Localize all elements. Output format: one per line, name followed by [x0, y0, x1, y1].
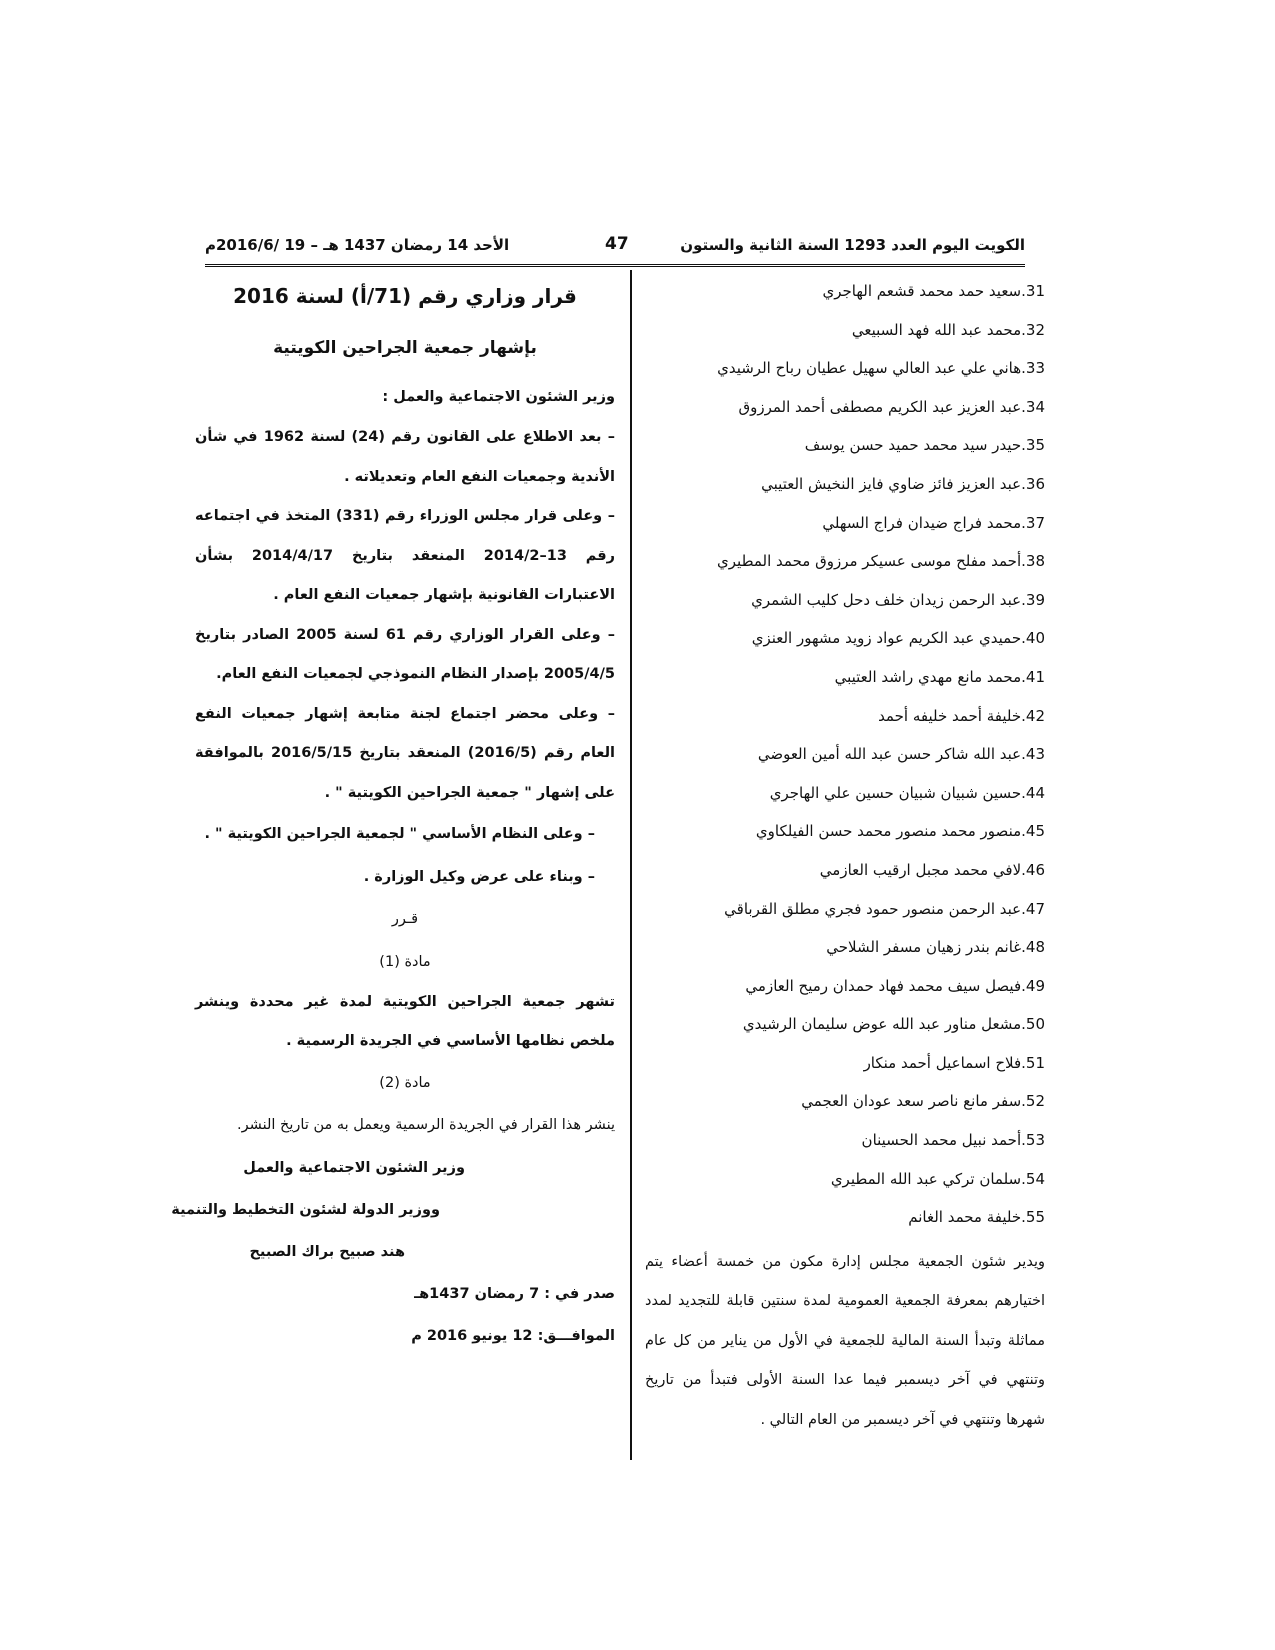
issued-date: صدر في : 7 رمضان 1437هـ	[414, 1285, 615, 1302]
member-item: 45.منصور محمد منصور محمد حسن الفيلكاوي	[755, 822, 1045, 841]
member-item: 43.عبد الله شاكر حسن عبد الله أمين العوضي	[757, 745, 1045, 764]
member-item: 49.فيصل سيف محمد فهاد حمدان رميح العازمي	[745, 976, 1045, 995]
article-2-text: ينشر هذا القرار في الجريدة الرسمية ويعمل به من تاريخ النشر.	[237, 1117, 615, 1134]
signer-title-2: ووزير الدولة لشئون التخطيط والتنمية	[171, 1201, 440, 1218]
gazette-issue-info: الكويت اليوم العدد 1293 السنة الثانية والستون	[680, 236, 1025, 254]
member-item: 40.حميدي عبد الكريم عواد زويد مشهور العنزي	[751, 629, 1045, 648]
article-2-heading: مادة (2)	[379, 1074, 431, 1091]
decision-column	[171, 272, 616, 1357]
minister-heading: وزير الشئون الاجتماعية والعمل :	[382, 389, 615, 405]
member-item: 55.خليفة محمد الغانم	[908, 1208, 1045, 1227]
member-item: 31.سعيد حمد محمد قشعم الهاجري	[822, 282, 1045, 300]
clause-undersecretary: – وبناء على عرض وكيل الوزارة .	[363, 868, 595, 885]
clause-law-24: – بعد الاطلاع على القانون رقم (24) لسنة 1962 في شأن الأندية وجمعيات النفع العام وتعديلاته .	[195, 429, 615, 485]
member-item: 50.مشعل مناور عبد الله عوض سليمان الرشيدي	[742, 1015, 1045, 1034]
member-item: 35.حيدر سيد محمد حميد حسن يوسف	[804, 436, 1045, 455]
member-item: 34.عبد العزيز عبد الكريم مصطفى أحمد المرزوق	[738, 397, 1045, 416]
article-1-heading: مادة (1)	[379, 953, 431, 970]
clause-committee-minutes: – وعلى محضر اجتماع لجنة متابعة إشهار جمعيات النفع العام رقم (2016/5) المنعقد بتاريخ 2016/5/15 بالموافقة على إشهار " جمعية الجراحين الكويتية " .	[195, 705, 615, 801]
decided-heading: قـرر	[391, 911, 419, 928]
member-item: 46.لافي محمد مجبل ارقيب العازمي	[819, 860, 1045, 879]
page-header	[205, 236, 1025, 266]
decision-title: قرار وزاري رقم (71/أ) لسنة 2016	[233, 284, 577, 308]
signer-title-1: وزير الشئون الاجتماعية والعمل	[243, 1159, 465, 1176]
article-1-text: تشهر جمعية الجراحين الكويتية لمدة غير محددة وينشر ملخص نظامها الأساسي في الجريدة الرسمية .	[195, 993, 615, 1050]
clause-cabinet-331: – وعلى قرار مجلس الوزراء رقم (331) المتخذ في اجتماعه رقم 13–2014/2 المنعقد بتاريخ 2014/4/17 بشأن الاعتبارات القانونية بإشهار جمعيات النفع العام .	[195, 508, 615, 604]
signer-name: هند صبيح براك الصبيح	[249, 1243, 405, 1260]
page-number: 47	[605, 234, 629, 254]
decision-subtitle: بإشهار جمعية الجراحين الكويتية	[273, 338, 537, 358]
member-item: 36.عبد العزيز فائز ضاوي فايز النخيش العتيبي	[761, 474, 1045, 493]
members-list	[645, 272, 1045, 1237]
corresponding-date: الموافـــق: 12 يونيو 2016 م	[411, 1327, 615, 1344]
member-item: 39.عبد الرحمن زيدان خلف دحل كليب الشمري	[751, 590, 1045, 609]
clause-decision-61: – وعلى القرار الوزاري رقم 61 لسنة 2005 الصادر بتاريخ 2005/4/5 بإصدار النظام النموذجي لجمعيات النفع العام.	[195, 626, 616, 683]
member-item: 54.سلمان تركي عبد الله المطيري	[830, 1169, 1045, 1188]
member-item: 44.حسين شبيان شبيان حسين علي الهاجري	[769, 783, 1045, 802]
clause-statute: – وعلى النظام الأساسي " لجمعية الجراحين الكويتية " .	[204, 826, 595, 843]
member-item: 42.خليفة أحمد خليفه أحمد	[878, 706, 1045, 725]
member-item: 38.أحمد مفلح موسى عسيكر مرزوق محمد المطيري	[717, 552, 1045, 571]
member-item: 33.هاني علي عبد العالي سهيل عطيان رباح الرشيدي	[717, 359, 1045, 378]
issue-date: الأحد 14 رمضان 1437 هـ – 19 /2016/6م	[205, 236, 510, 254]
member-item: 32.محمد عبد الله فهد السبيعي	[851, 320, 1045, 339]
member-item: 41.محمد مانع مهدي راشد العتيبي	[834, 667, 1045, 686]
member-item: 51.فلاح اسماعيل أحمد منكار	[863, 1053, 1045, 1072]
member-item: 47.عبد الرحمن منصور حمود فجري مطلق القرباقي	[724, 899, 1045, 918]
member-item: 53.أحمد نبيل محمد الحسينان	[861, 1131, 1045, 1150]
member-item: 52.سفر مانع ناصر سعد عودان العجمي	[801, 1092, 1045, 1111]
column-divider	[630, 270, 632, 1460]
board-paragraph: ويدير شئون الجمعية مجلس إدارة مكون من خمسة أعضاء يتم اختيارهم بمعرفة الجمعية العمومية لمدة سنتين قابلة للتجديد لمدد مماثلة وتبدأ السنة المالية للجمعية في الأول من يناير من كل عام وتنتهي في آخر ديسمبر فيما عدا السنة الأولى فتبدأ من تاريخ شهرها وتنتهي في آخر ديسمبر من العام التالي .	[645, 1253, 1045, 1428]
members-column	[645, 272, 1045, 1440]
header-rule	[205, 264, 1025, 267]
member-item: 37.محمد فراج ضيدان فراج السهلي	[822, 513, 1045, 532]
member-item: 48.غانم بندر زهيان مسفر الشلاحي	[826, 938, 1045, 957]
